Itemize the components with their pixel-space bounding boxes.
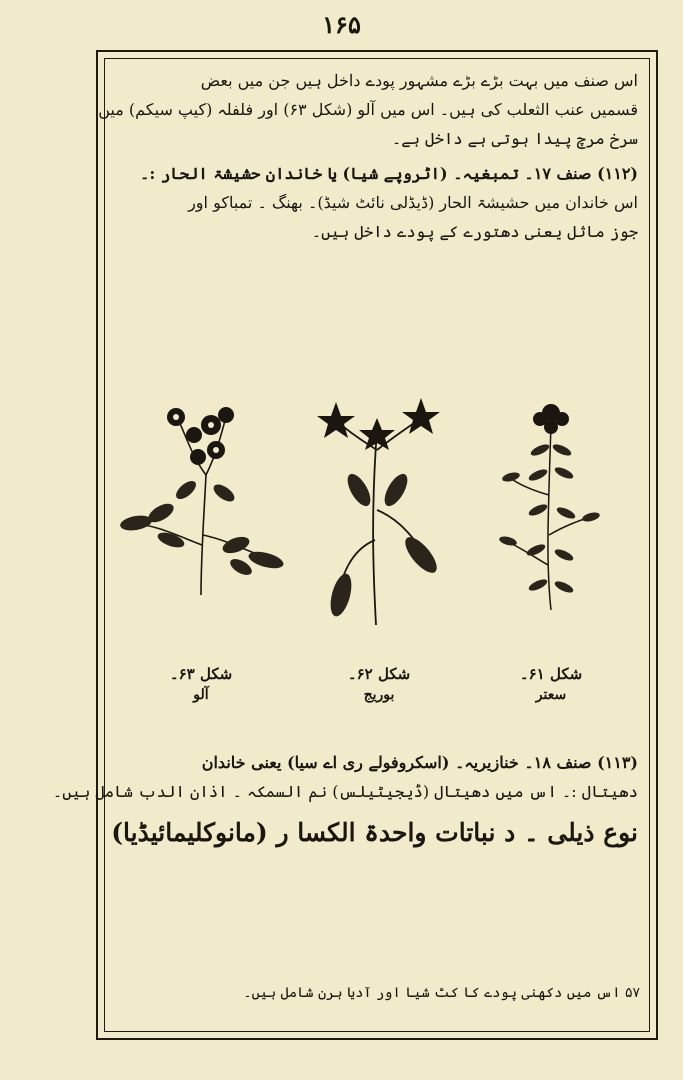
page-number: ۱۶۵: [322, 10, 361, 39]
savory-plant-illustration: [496, 395, 606, 615]
paragraph-line: سرخ مرچ پیدا ہوتی ہے داخل ہے۔: [391, 129, 638, 148]
figure-label: شکل ۶۱۔: [519, 665, 583, 683]
figure-name: بوریج: [363, 687, 395, 703]
footnote: ۵۷ اس میں دکھنی پودے کا کٹ شیا اور آدیا ہرن شامل ہیں۔: [243, 985, 640, 1001]
figure-label: شکل ۶۳۔: [169, 665, 233, 683]
subtitle-heading: نوع ذیلی ۔ د نباتات واحدۃ الکسا ر (مانوکلیمائیڈیا): [111, 818, 638, 847]
section-113-heading: (۱۱۳) صنف ۱۸۔ خنازیریہ۔ (اسکروفولے ری اے سیا) یعنی خاندان: [201, 753, 638, 772]
section-112-heading: (۱۱۲) صنف ۱۷۔ تمبغیہ۔ (اٹروپے شیا) یا خاندان حشیشۃ الحار :۔: [140, 164, 638, 183]
figure-caption: [496, 665, 606, 703]
paragraph-line: قسمیں عنب الثعلب کی ہیں۔ اس میں آلو (شکل ۶۳) اور فلفلہ (کیپ سیکم) میں: [98, 100, 638, 119]
figure-caption: [324, 665, 434, 703]
section-113-block: [52, 748, 638, 847]
figure-caption: [146, 665, 256, 703]
potato-plant-illustration: [116, 395, 286, 605]
plant-figures: [116, 385, 638, 730]
paragraph-line: دھیتال :۔ اس میں دھیتال (ڈیجیٹیلس) نم السمکہ ۔ اذان الدب شامل ہیں۔: [52, 782, 638, 801]
figure-name: آلو: [193, 687, 209, 703]
figure-label: شکل ۶۲۔: [347, 665, 411, 683]
borage-plant-illustration: [311, 390, 451, 630]
paragraph-line: اس صنف میں بہت بڑے بڑے مشہور پودے داخل ہیں جن میں بعض: [200, 71, 638, 90]
paragraph-line: جوز ماثل یعنی دھتورے کے پودے داخل ہیں۔: [311, 222, 638, 241]
paragraph-line: اس خاندان میں حشیشۃ الحار (ڈیڈلی نائٹ شیڈ)۔ بھنگ ۔ تمباکو اور: [188, 193, 638, 212]
figure-name: سعتر: [535, 687, 567, 703]
